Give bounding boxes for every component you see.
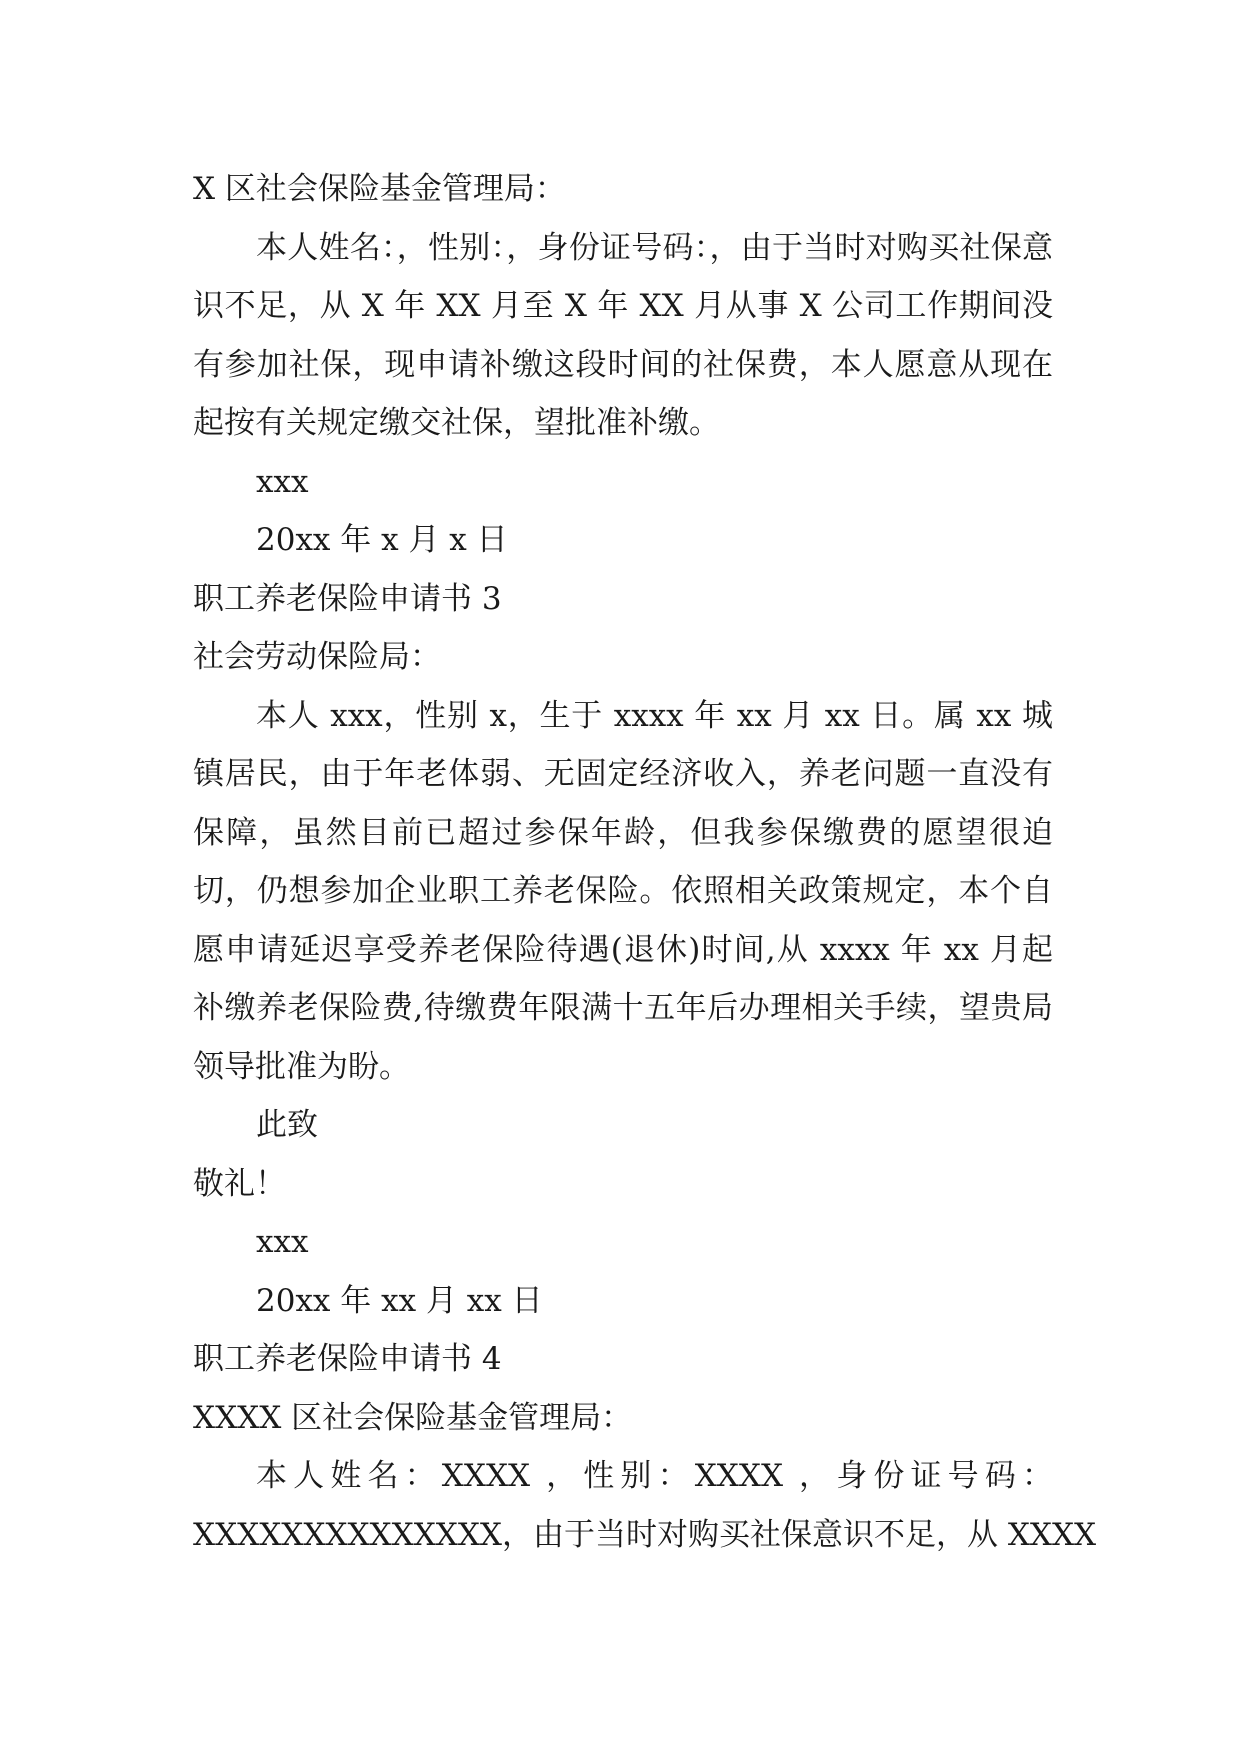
section-title: 职工养老保险申请书 4 xyxy=(193,1341,502,1377)
paragraph-line: XXXXXXXXXXXXXX，由于当时对购买社保意识不足，从 XXXX xyxy=(193,1516,1097,1553)
addressee: XXXX 区社会保险基金管理局： xyxy=(193,1399,633,1436)
signature: xxx xyxy=(256,463,309,500)
signature: xxx xyxy=(256,1224,309,1260)
addressee: 社会劳动保险局： xyxy=(193,639,441,675)
section-title: 职工养老保险申请书 3 xyxy=(193,580,502,617)
date: 20xx 年 x 月 x 日 xyxy=(256,522,508,558)
paragraph-line: 本人姓名：XXXX ，性别：XXXX ，身份证号码： xyxy=(256,1458,1053,1494)
addressee: X 区社会保险基金管理局： xyxy=(193,171,566,207)
document-body xyxy=(193,160,1097,1564)
date: 20xx 年 xx 月 xx 日 xyxy=(256,1282,543,1319)
closing-regards: 敬礼！ xyxy=(193,1165,286,1202)
paragraph: 本人姓名：，性别：，身份证号码：，由于当时对购买社保意识不足，从 X 年 XX 月至 X 年 XX 月从事 X 公司工作期间没有参加社保，现申请补缴这段时间的社保费，本人愿意从现在起按有关规定缴交社保，望批准补缴。 xyxy=(193,229,1053,441)
closing-salutation: 此致 xyxy=(256,1107,318,1143)
paragraph: 本人 xxx，性别 x，生于 xxxx 年 xx 月 xx 日。属 xx 城镇居民，由于年老体弱、无固定经济收入，养老问题一直没有保障，虽然目前已超过参保年龄，但我参保缴费的愿望很迫切，仍想参加企业职工养老保险。依照相关政策规定，本个自愿申请延迟享受养老保险待遇(退休)时间,从 xxxx 年 xx 月起补缴养老保险费,待缴费年限满十五年后办理相关手续，望贵局领导批准为盼。 xyxy=(193,697,1053,1085)
